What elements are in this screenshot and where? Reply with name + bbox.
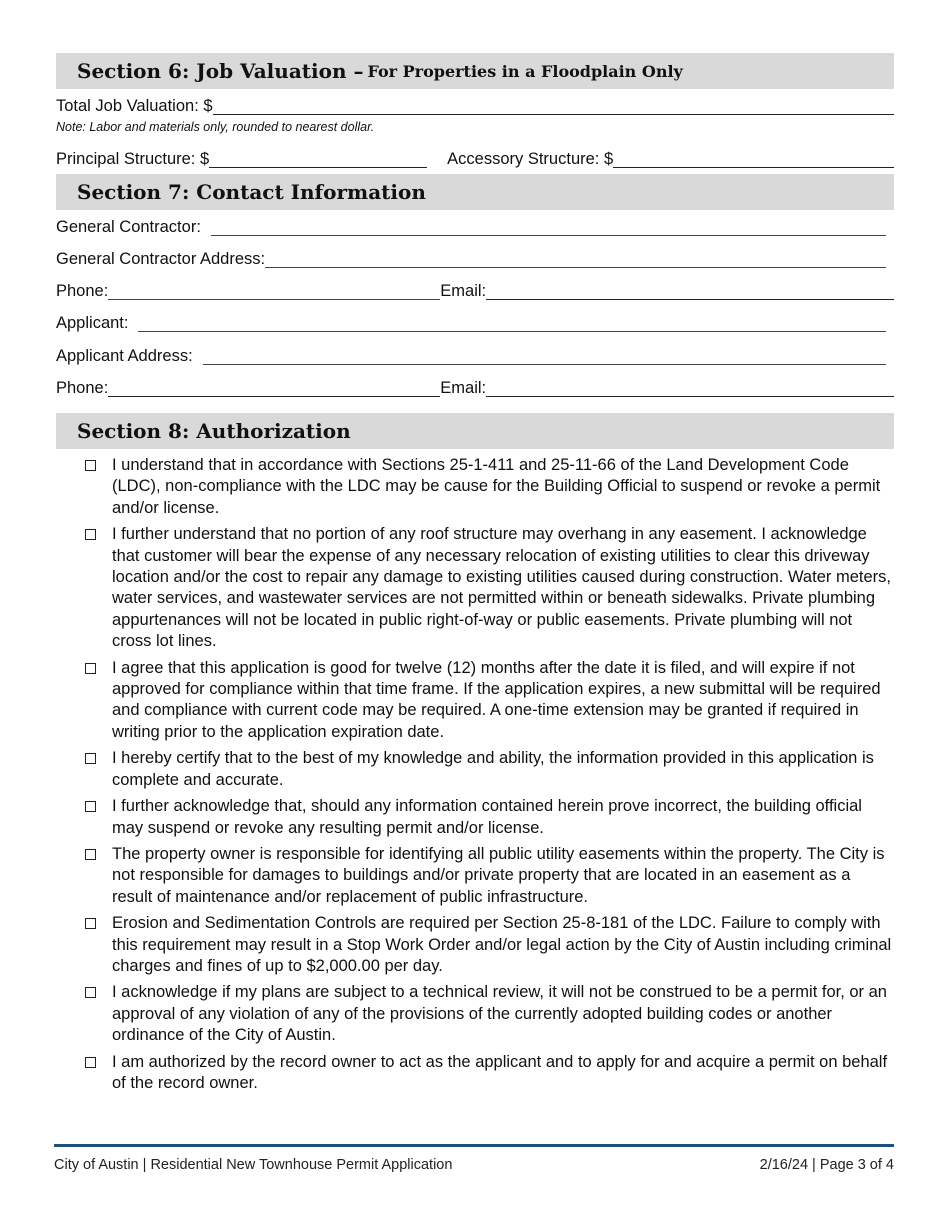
authorization-checkbox[interactable] <box>85 529 96 540</box>
section-6-subtitle: For Properties in a Floodplain Only <box>367 61 683 81</box>
authorization-item <box>85 1052 894 1095</box>
gc-phone-field[interactable] <box>108 282 440 300</box>
authorization-checkbox[interactable] <box>85 1057 96 1068</box>
authorization-item <box>85 844 894 908</box>
page-footer <box>54 1144 894 1173</box>
section-7-title: Section 7: Contact Information <box>77 180 426 204</box>
gc-email-label: Email: <box>440 282 487 300</box>
gc-address-field[interactable] <box>265 250 886 268</box>
applicant-phone-email-row <box>56 379 894 397</box>
applicant-address-label: Applicant Address: <box>56 347 193 365</box>
section-8-header <box>56 413 894 449</box>
authorization-text: I am authorized by the record owner to act as the applicant and to apply for and acquire a permit on behalf of the record owner. <box>112 1052 888 1092</box>
principal-structure-field[interactable] <box>209 150 427 168</box>
accessory-structure-label: Accessory Structure: $ <box>447 150 614 168</box>
applicant-phone-field[interactable] <box>108 379 440 397</box>
applicant-email-field[interactable] <box>486 379 894 397</box>
authorization-text: I further acknowledge that, should any information contained herein prove incorrect, the building official may suspend or revoke any resulting permit and/or license. <box>112 797 862 837</box>
authorization-list <box>56 455 894 1094</box>
authorization-text: I agree that this application is good for twelve (12) months after the date it is filed, and will expire if not approved for compliance within that time frame. If the application expires, a new submittal will be required and compliance with current code may be required. A one-time extension may be granted if required in writing prior to the application expiration date. <box>112 658 881 741</box>
section-8-title: Section 8: Authorization <box>77 419 351 443</box>
authorization-checkbox[interactable] <box>85 849 96 860</box>
applicant-address-field[interactable] <box>203 347 886 365</box>
authorization-checkbox[interactable] <box>85 801 96 812</box>
authorization-checkbox[interactable] <box>85 663 96 674</box>
total-valuation-label: Total Job Valuation: $ <box>56 97 213 115</box>
structure-valuation-row <box>56 150 894 168</box>
applicant-address-row <box>56 347 894 365</box>
principal-structure-label: Principal Structure: $ <box>56 150 210 168</box>
authorization-item <box>85 796 894 839</box>
footer-page-info: 2/16/24 | Page 3 of 4 <box>759 1157 894 1173</box>
authorization-checkbox[interactable] <box>85 918 96 929</box>
total-valuation-row <box>56 97 894 115</box>
general-contractor-row <box>56 218 894 236</box>
authorization-text: I acknowledge if my plans are subject to a technical review, it will not be construed to be a permit for, or an approval of any violation of any of the provisions of the currently adopted building codes or another ordinance of the City of Austin. <box>112 983 887 1045</box>
authorization-text: I hereby certify that to the best of my knowledge and ability, the information provided in this application is complete and accurate. <box>112 749 874 789</box>
applicant-field[interactable] <box>138 314 886 332</box>
authorization-item <box>85 748 894 791</box>
general-contractor-label: General Contractor: <box>56 218 201 236</box>
authorization-item <box>85 982 894 1046</box>
authorization-checkbox[interactable] <box>85 753 96 764</box>
gc-phone-email-row <box>56 282 894 300</box>
section-7-header <box>56 174 894 210</box>
authorization-item <box>85 524 894 652</box>
valuation-note: Note: Labor and materials only, rounded to nearest dollar. <box>56 120 375 134</box>
gc-email-field[interactable] <box>486 282 894 300</box>
authorization-text: Erosion and Sedimentation Controls are required per Section 25-8-181 of the LDC. Failure to comply with this requirement may result in a Stop Work Order and/or legal action by the City of Austin including criminal charges and fines of up to $2,000.00 per day. <box>112 914 892 975</box>
accessory-structure-field[interactable] <box>613 150 894 168</box>
authorization-item <box>85 455 894 519</box>
authorization-checkbox[interactable] <box>85 987 96 998</box>
authorization-item <box>85 658 894 744</box>
applicant-email-label: Email: <box>440 379 487 397</box>
gc-address-row <box>56 250 894 268</box>
authorization-text: I understand that in accordance with Sections 25-1-411 and 25-11-66 of the Land Development Code (LDC), non-compliance with the LDC may be cause for the Building Official to suspend or revoke a permit and/or license. <box>112 456 881 517</box>
general-contractor-field[interactable] <box>211 218 886 236</box>
applicant-label: Applicant: <box>56 314 129 332</box>
footer-document-title: City of Austin | Residential New Townhouse Permit Application <box>54 1157 453 1173</box>
gc-address-label: General Contractor Address: <box>56 250 266 268</box>
form-page <box>56 53 894 1099</box>
applicant-phone-label: Phone: <box>56 379 109 397</box>
authorization-checkbox[interactable] <box>85 460 96 471</box>
gc-phone-label: Phone: <box>56 282 109 300</box>
authorization-text: The property owner is responsible for identifying all public utility easements within the property. The City is not responsible for damages to buildings and/or private property that are located in an easement as a result of maintenance and/or replacement of public infrastructure. <box>112 844 885 906</box>
authorization-item <box>85 913 894 977</box>
total-valuation-field[interactable] <box>213 97 894 115</box>
section-6-title: Section 6: Job Valuation – <box>77 59 364 83</box>
applicant-row <box>56 314 894 332</box>
section-6-header <box>56 53 894 89</box>
authorization-text: I further understand that no portion of any roof structure may overhang in any easement. I acknowledge that customer will bear the expense of any necessary relocation of existing utilities to clear this driveway location and/or the cost to repair any damage to existing utilities caused during construction. Water meters, water services, and wastewater services are not permitted within or beneath sidewalks. Private plumbing appurtenances will not be located in public right-of-way or public easements. Private plumbing will not cross lot lines. <box>112 525 891 651</box>
